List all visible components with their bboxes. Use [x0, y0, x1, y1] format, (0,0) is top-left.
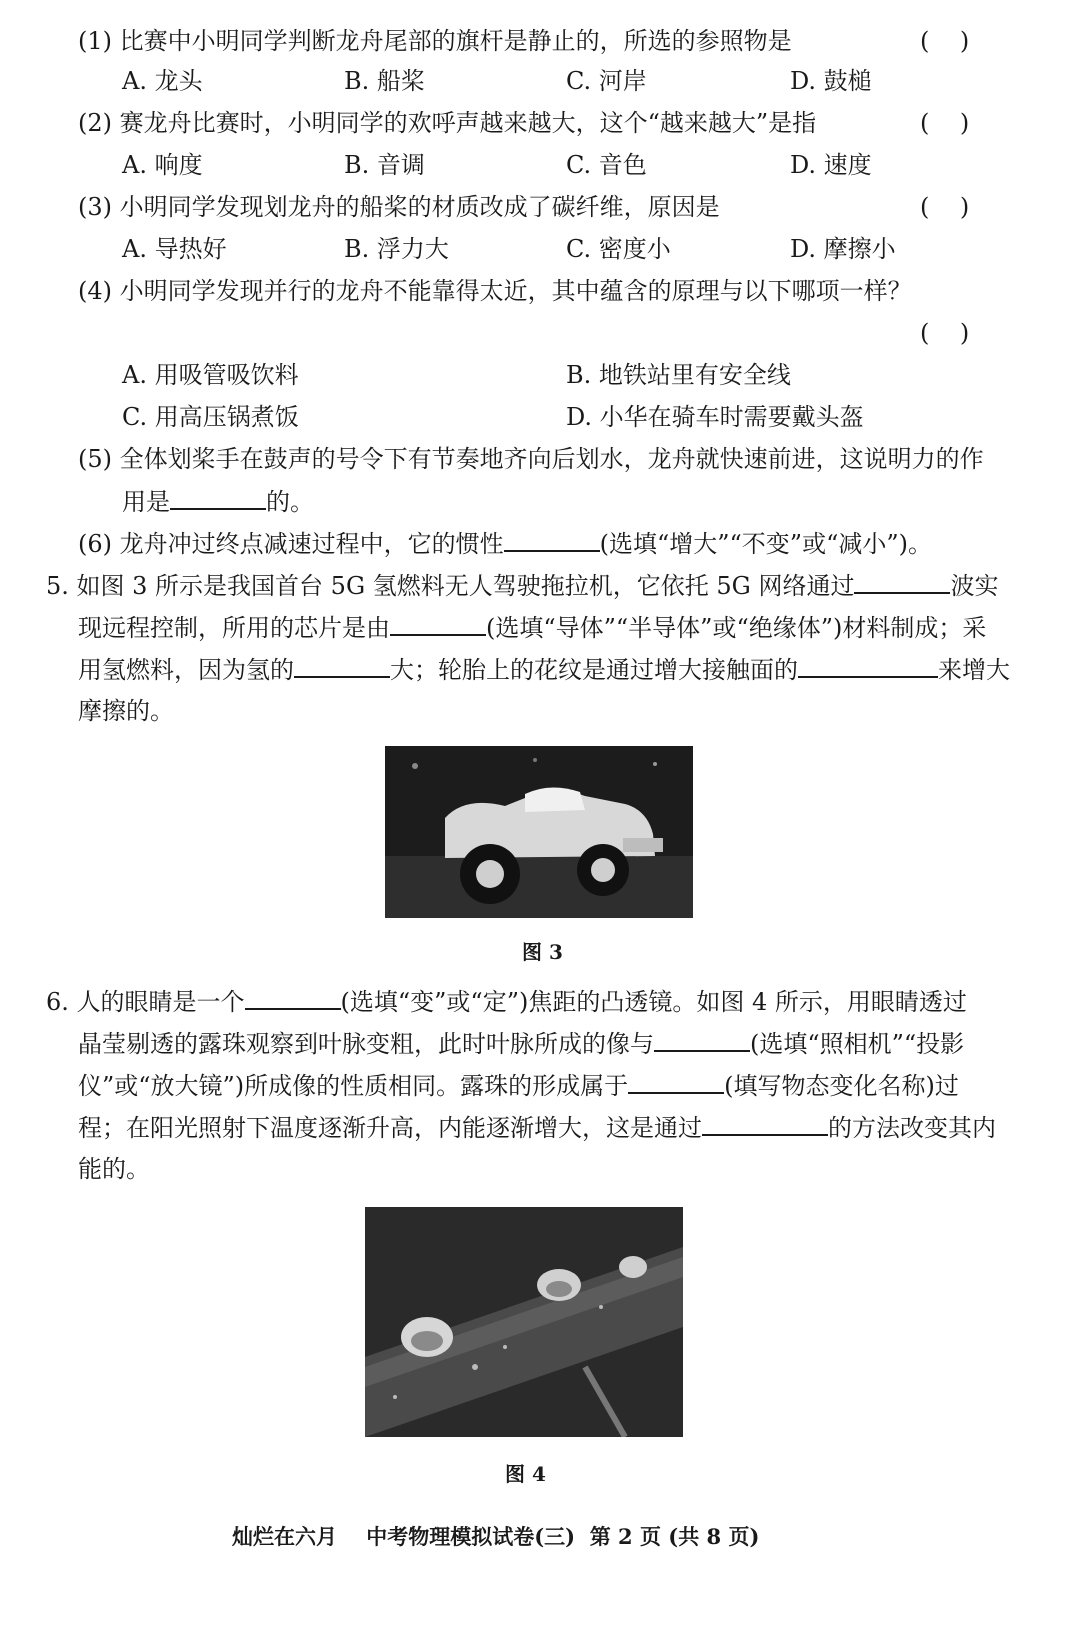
text-segment: 用是 — [122, 488, 170, 516]
text-segment: (选填“增大”“不变”或“减小”)。 — [599, 530, 932, 558]
answer-paren: ( ) — [920, 109, 970, 137]
answer-paren: ( ) — [920, 27, 970, 55]
text-segment: 的方法改变其内 — [828, 1114, 996, 1142]
text-segment: 的。 — [266, 488, 314, 516]
option-a: A. 导热好 — [122, 235, 227, 263]
text-segment: 大；轮胎上的花纹是通过增大接触面的 — [390, 656, 798, 684]
text-segment: 波实 — [950, 572, 999, 600]
answer-blank[interactable] — [390, 612, 486, 636]
answer-blank[interactable] — [504, 528, 600, 552]
answer-paren: ( ) — [920, 319, 970, 347]
option-c: C. 音色 — [566, 151, 647, 179]
answer-blank[interactable] — [294, 654, 390, 678]
answer-blank[interactable] — [702, 1112, 828, 1136]
text-segment: (6) 龙舟冲过终点减速过程中，它的惯性 — [78, 530, 504, 558]
question-5-line-4: 摩擦的。 — [78, 697, 174, 725]
option-d: D. 鼓槌 — [790, 67, 872, 95]
text-segment: (选填“导体”“半导体”或“绝缘体”)材料制成；采 — [486, 614, 987, 642]
text-segment: 现远程控制，所用的芯片是由 — [78, 614, 390, 642]
tractor-icon — [385, 746, 693, 918]
question-5-line-2 — [78, 612, 986, 643]
question-4-5-stem: (5) 全体划桨手在鼓声的号令下有节奏地齐向后划水，龙舟就快速前进，这说明力的作 — [78, 445, 984, 473]
text-segment: (填写物态变化名称)过 — [724, 1072, 959, 1100]
answer-blank[interactable] — [628, 1070, 724, 1094]
text-segment: 程；在阳光照射下温度逐渐升高，内能逐渐增大，这是通过 — [78, 1114, 702, 1142]
figure-3-tractor-image — [385, 746, 693, 918]
answer-blank[interactable] — [654, 1028, 750, 1052]
option-b: B. 船桨 — [344, 67, 425, 95]
text-segment: 来增大 — [938, 656, 1010, 684]
text-segment: (选填“变”或“定”)焦距的凸透镜。如图 4 所示，用眼睛透过 — [340, 988, 967, 1016]
option-b: B. 浮力大 — [344, 235, 449, 263]
answer-blank[interactable] — [798, 654, 938, 678]
option-a: A. 用吸管吸饮料 — [122, 361, 299, 389]
question-4-6-stem — [78, 528, 932, 559]
option-b: B. 音调 — [344, 151, 425, 179]
question-4-2-stem: (2) 赛龙舟比赛时，小明同学的欢呼声越来越大，这个“越来越大”是指 — [78, 109, 817, 137]
option-c: C. 密度小 — [566, 235, 671, 263]
option-c: C. 河岸 — [566, 67, 647, 95]
option-b: B. 地铁站里有安全线 — [566, 361, 791, 389]
question-6-line-3 — [78, 1070, 959, 1101]
figure-3-caption: 图 3 — [522, 940, 563, 964]
question-4-3-stem: (3) 小明同学发现划龙舟的船桨的材质改成了碳纤维，原因是 — [78, 193, 720, 221]
question-6-line-1 — [46, 986, 967, 1017]
text-segment: (选填“照相机”“投影 — [750, 1030, 965, 1058]
question-4-1-stem: (1) 比赛中小明同学判断龙舟尾部的旗杆是静止的，所选的参照物是 — [78, 27, 792, 55]
figure-4-dewdrop-image — [365, 1207, 683, 1437]
question-5-line-3 — [78, 654, 1010, 685]
option-d: D. 摩擦小 — [790, 235, 896, 263]
question-6-line-2 — [78, 1028, 964, 1059]
figure-4-caption: 图 4 — [505, 1462, 546, 1486]
option-c: C. 用高压锅煮饭 — [122, 403, 299, 431]
question-6-line-4 — [78, 1112, 996, 1143]
answer-paren: ( ) — [920, 193, 970, 221]
option-a: A. 响度 — [122, 151, 203, 179]
answer-blank[interactable] — [170, 486, 266, 510]
text-segment: 6. 人的眼睛是一个 — [46, 988, 245, 1016]
answer-blank[interactable] — [854, 570, 950, 594]
option-a: A. 龙头 — [122, 67, 203, 95]
text-segment: 晶莹剔透的露珠观察到叶脉变粗，此时叶脉所成的像与 — [78, 1030, 654, 1058]
text-segment: 仪”或“放大镜”)所成像的性质相同。露珠的形成属于 — [78, 1072, 629, 1100]
question-6-line-5: 能的。 — [78, 1155, 150, 1183]
text-segment: 5. 如图 3 所示是我国首台 5G 氢燃料无人驾驶拖拉机，它依托 5G 网络通过 — [46, 572, 855, 600]
page-footer: 灿烂在六月 中考物理模拟试卷(三) 第 2 页 (共 8 页) — [232, 1524, 760, 1549]
answer-blank[interactable] — [245, 986, 341, 1010]
question-4-5-continuation — [122, 486, 314, 517]
question-5-line-1 — [46, 570, 998, 601]
option-d: D. 小华在骑车时需要戴头盔 — [566, 403, 864, 431]
question-4-4-stem: (4) 小明同学发现并行的龙舟不能靠得太近，其中蕴含的原理与以下哪项一样？ — [78, 277, 912, 305]
text-segment: 用氢燃料，因为氢的 — [78, 656, 294, 684]
dewdrop-icon — [365, 1207, 683, 1437]
option-d: D. 速度 — [790, 151, 872, 179]
